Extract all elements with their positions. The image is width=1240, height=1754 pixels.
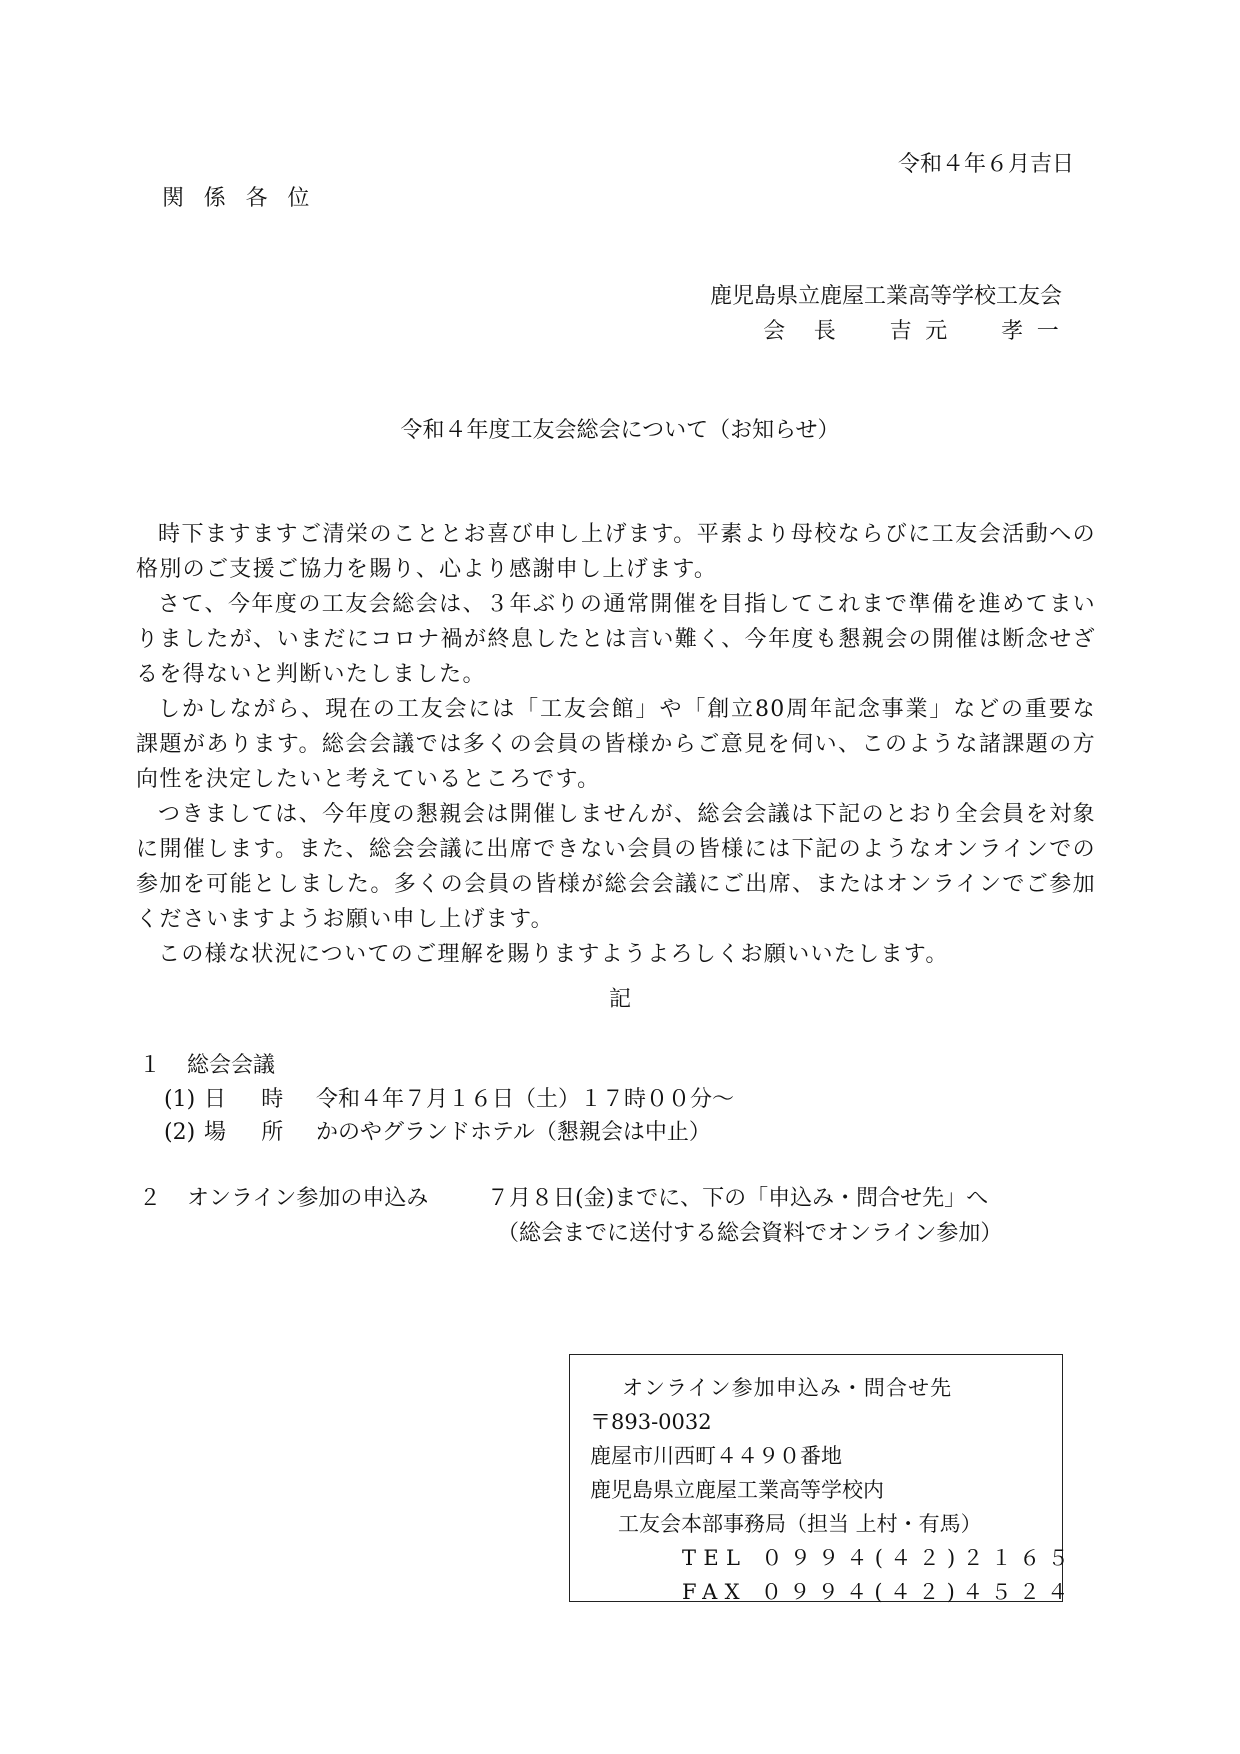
item-title: オンライン参加の申込み [187, 1186, 429, 1211]
sub-value: かのやグランドホテル（懇親会は中止） [316, 1120, 711, 1145]
sub-key: 場 所 [204, 1120, 290, 1145]
document-date: 令和４年６月吉日 [897, 152, 1074, 177]
paragraph-issues: しかしながら、現在の工友会には「工友会館」や「創立80周年記念事業」などの重要な課題があります。総会会議では多くの会員の皆様からご意見を伺い、このような諸課題の方向性を決定したいと考えているところです。 [136, 697, 1096, 792]
sub-value: 令和４年７月１６日（土）１７時００分～ [316, 1087, 735, 1112]
item-title: 総会会議 [187, 1053, 276, 1078]
paragraph-decision: さて、今年度の工友会総会は、３年ぶりの通常開催を目指してこれまで準備を進めてまいりましたが、いまだにコロナ禍が終息したとは言い難く、今年度も懇親会の開催は断念せざるを得ないと判断いたしました。 [136, 592, 1096, 687]
contact-box [569, 1354, 1076, 1604]
contact-address: 鹿屋市川西町４４９０番地 [590, 1444, 842, 1468]
item-general-meeting [139, 1055, 275, 1077]
contact-office: 工友会本部事務局（担当 上村・有馬） [618, 1512, 982, 1536]
item-online-application [139, 1188, 988, 1210]
meeting-datetime [164, 1089, 734, 1111]
item-online-note: （総会までに送付する総会資料でオンライン参加） [497, 1221, 1003, 1246]
contact-fax: FAX ０９９４(４２)４５２４ [682, 1580, 1076, 1604]
meeting-place [164, 1122, 711, 1144]
sender-president: 会 長 吉 元 孝 一 [763, 319, 1062, 344]
sender-organization: 鹿児島県立鹿屋工業高等学校工友会 [709, 284, 1062, 309]
sub-key: 日 時 [204, 1087, 290, 1112]
sub-label: (2) [164, 1120, 196, 1145]
contact-heading: オンライン参加申込み・問合せ先 [622, 1376, 953, 1400]
contact-postal-code: 〒893-0032 [590, 1410, 712, 1434]
contact-tel: TEL ０９９４(４２)２１６５ [682, 1546, 1076, 1570]
recipient: 関係各位 [162, 186, 330, 211]
item-number: ２ [139, 1186, 162, 1211]
sub-label: (1) [164, 1087, 196, 1112]
item-number: １ [139, 1053, 162, 1078]
paragraph-closing: この様な状況についてのご理解を賜りますようよろしくお願いいたします。 [158, 942, 949, 967]
contact-school: 鹿児島県立鹿屋工業高等学校内 [590, 1478, 884, 1502]
paragraph-greeting: 時下ますますご清栄のこととお喜び申し上げます。平素より母校ならびに工友会活動への格別のご支援ご協力を賜り、心より感謝申し上げます。 [136, 522, 1096, 582]
body-text [136, 517, 1096, 972]
item-value: ７月８日(金)までに、下の「申込み・問合せ先」へ [487, 1186, 989, 1211]
document-title: 令和４年度工友会総会について（お知らせ） [400, 418, 840, 443]
paragraph-online: つきましては、今年度の懇親会は開催しませんが、総会会議は下記のとおり全会員を対象に開催します。また、総会会議に出席できない会員の皆様には下記のようなオンラインでの参加を可能としました。多くの会員の皆様が総会会議にご出席、またはオンラインでご参加くださいますようお願い申し上げます。 [136, 802, 1096, 932]
ki-heading: 記 [608, 987, 631, 1012]
